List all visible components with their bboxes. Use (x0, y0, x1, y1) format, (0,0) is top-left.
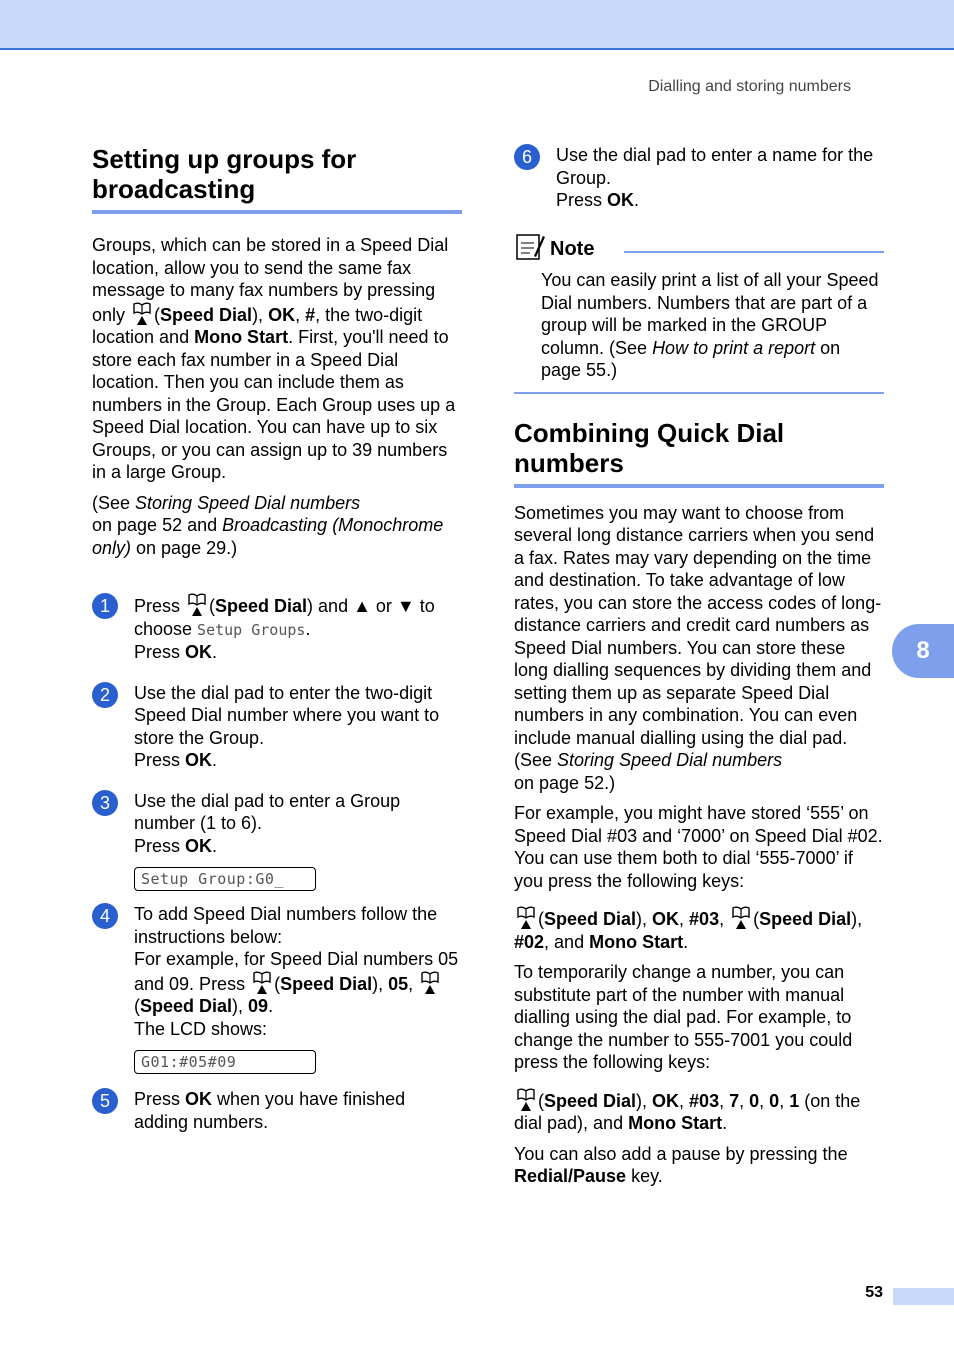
note-box (514, 232, 884, 394)
chapter-tab: 8 (892, 624, 954, 678)
combining-paragraph-2: For example, you might have stored ‘555’ on Speed Dial #03 and ‘7000’ on Speed Dial #02. You can use them both to dial ‘555-7000’ if you press the following keys: (514, 803, 883, 891)
step-number: 2 (92, 682, 118, 708)
combining-paragraph-1: Sometimes you may want to choose from several long distance carriers when you send a fax. Rates may vary depending on the time and destination. To take advantage of low rates, you can store the access codes of long-distance carriers and credit card numbers as Speed Dial numbers. You can store these long dialling sequences by dividing them and setting them up as separate Speed Dial numbers in any combination. You can even include manual dialling using the dial pad. (See Storing Speed Dial numbers on page 52.) (514, 502, 882, 793)
step-number: 3 (92, 790, 118, 816)
speed-dial-icon (132, 302, 152, 326)
combining-paragraph-4: You can also add a pause by pressing the Redial/Pause key. (514, 1143, 848, 1186)
keys-example-1: (Speed Dial), OK, #03, (Speed Dial), #02, and Mono Start. (514, 906, 884, 953)
step-number: 4 (92, 903, 118, 929)
step-5: 5 Press OK when you have finished adding numbers. (92, 1088, 462, 1133)
section-title-groups: Setting up groups for broadcasting (92, 144, 462, 214)
note-rule (624, 251, 884, 253)
step-3: 3 Use the dial pad to enter a Group number (1 to 6). Press OK. Setup Group:G0_ (92, 790, 462, 892)
page-number-bar (893, 1288, 954, 1305)
step-6: 6 Use the dial pad to enter a name for the Group. Press OK. (514, 144, 884, 212)
note-icon (514, 232, 546, 268)
speed-dial-icon (187, 593, 207, 617)
step-4: 4 To add Speed Dial numbers follow the instructions below: For example, for Speed Dial numbers 05 and 09. Press (Speed Dial), 05, (Speed Dial), 09. The LCD shows: G01:#05#09 (92, 903, 462, 1074)
speed-dial-icon (731, 906, 751, 930)
section-title-combining: Combining Quick Dial numbers (514, 418, 884, 488)
speed-dial-icon (420, 971, 440, 995)
speed-dial-icon (252, 971, 272, 995)
speed-dial-icon (516, 906, 536, 930)
combining-paragraph-3: To temporarily change a number, you can substitute part of the number with manual dialling using the dial pad. For example, to change the number to 555-7001 you could press the following keys: (514, 962, 853, 1072)
step-number: 1 (92, 593, 118, 619)
see-paragraph: (See Storing Speed Dial numbers on page 52 and Broadcasting (Monochrome only) on page 29.) (92, 492, 444, 558)
note-title: Note (550, 238, 595, 260)
intro-paragraph: Groups, which can be stored in a Speed Dial location, allow you to send the same fax message to many fax numbers by pressing only (Speed Dial), OK, #, the two-digit location and Mono Start. First, you'll need to store each fax number in a Speed Dial location. Then you can include them as numbers in the Group. Each Group uses up a Speed Dial location. You can have up to six Groups, or you can assign up to 39 numbers in a large Group. (92, 235, 456, 482)
top-bar (0, 0, 954, 50)
note-text: You can easily print a list of all your Speed Dial numbers. Numbers that are part of a group will be marked in the GROUP column. (See How to print a report on page 55.) (541, 270, 879, 380)
step-1: 1 Press (Speed Dial) and ▲ or ▼ to choose Setup Groups. Press OK. (92, 593, 462, 664)
left-column (92, 144, 462, 1133)
step-number: 6 (514, 144, 540, 170)
speed-dial-icon (516, 1088, 536, 1112)
lcd-display: G01:#05#09 (134, 1050, 316, 1074)
running-head: Dialling and storing numbers (648, 78, 851, 95)
page-number: 53 (865, 1284, 883, 1301)
right-column (514, 144, 884, 1188)
keys-example-2: (Speed Dial), OK, #03, 7, 0, 0, 1 (on the dial pad), and Mono Start. (514, 1088, 884, 1135)
lcd-display: Setup Group:G0_ (134, 867, 316, 891)
step-2: 2 Use the dial pad to enter the two-digit Speed Dial number where you want to store the Group. Press OK. (92, 682, 462, 772)
step-number: 5 (92, 1088, 118, 1114)
